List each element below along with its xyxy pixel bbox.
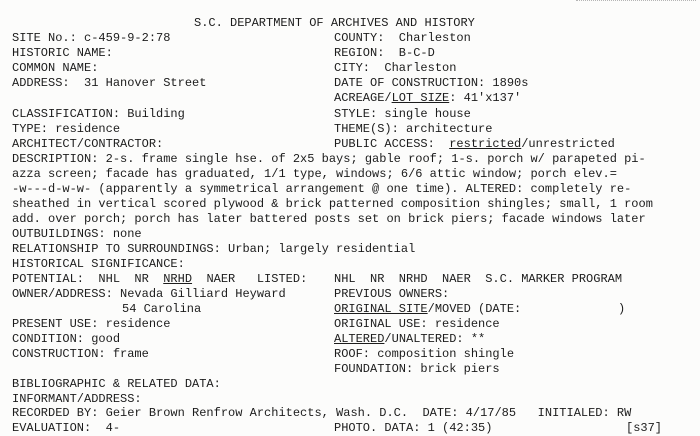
corner-mark [576,0,696,7]
evaluation: EVALUATION: 4- [12,421,121,435]
county: COUNTY: Charleston [334,31,471,45]
common-name: COMMON NAME: [12,61,99,75]
potential-listed: NAER LISTED: [192,272,308,286]
lot-size-label: LOT SIZE [391,91,450,105]
photo-reference: [s37] [626,421,663,435]
card-header: S.C. DEPARTMENT OF ARCHIVES AND HISTORY [194,16,475,30]
unaltered-label: /UNALTERED: ** [384,332,486,346]
present-use: PRESENT USE: residence [12,317,171,331]
public-access-selected: restricted [449,137,522,151]
description-line: -w---d-w-w- (apparently a symmetrical arrangement @ one time). ALTERED: completely re- [12,182,632,196]
owner-address: OWNER/ADDRESS: Nevada Gilliard Heyward [12,287,286,301]
original-site [334,302,521,317]
potential-options: POTENTIAL: NHL NR [12,272,164,286]
description-line: DESCRIPTION: 2-s. frame single hse. of 2x5 bays; gable roof; 1-s. porch w/ parapeted pi- [12,152,646,166]
previous-owners: PREVIOUS OWNERS: [334,287,450,301]
potential-nrhd: NRHD [163,272,193,286]
description-line: add. over porch; porch has later battered posts set on brick piers; facade windows later [12,212,646,226]
construction-date: DATE OF CONSTRUCTION: 1890s [334,76,529,90]
photo-data: PHOTO. DATA: 1 (42:35) [334,421,493,435]
public-access-rest: /unrestricted [521,137,615,151]
foundation: FOUNDATION: brick piers [334,362,500,376]
description-line: azza screen; facade has graduated, 1/1 type, windows; 6/6 attic window; porch elev.= [12,167,617,181]
historical-significance: HISTORICAL SIGNIFICANCE: [12,257,185,271]
informant-address: INFORMANT/ADDRESS: [12,392,142,406]
address: ADDRESS: 31 Hanover Street [12,76,207,90]
style: STYLE: single house [334,107,471,121]
public-access [334,137,615,152]
potential [12,272,307,287]
construction: CONSTRUCTION: frame [12,347,149,361]
moved-label: /MOVED (DATE: [427,302,522,316]
altered-status [334,332,485,347]
outbuildings: OUTBUILDINGS: none [12,227,142,241]
themes: THEME(S): architecture [334,122,493,136]
lot-size-value: : 41'x137' [449,91,522,105]
listed-options: NHL NR NRHD NAER S.C. MARKER PROGRAM [334,272,623,286]
architect: ARCHITECT/CONTRACTOR: [12,137,164,151]
roof: ROOF: composition shingle [334,347,515,361]
type: TYPE: residence [12,122,121,136]
site-number: SITE No.: c-459-9-2:78 [12,31,171,45]
altered-label: ALTERED [334,332,385,346]
condition: CONDITION: good [12,332,121,346]
relationship: RELATIONSHIP TO SURROUNDINGS: Urban; largely residential [12,242,416,256]
description-line: sheathed in vertical scored plywood & brick patterned composition shingles; small, 1 room [12,197,653,211]
moved-close: ) [618,302,626,316]
classification: CLASSIFICATION: Building [12,107,185,121]
city: CITY: Charleston [334,61,457,75]
original-use: ORIGINAL USE: residence [334,317,500,331]
owner-address-line-2: 54 Carolina [122,302,202,316]
original-site-label: ORIGINAL SITE [334,302,428,316]
historic-name: HISTORIC NAME: [12,46,113,60]
region: REGION: B-C-D [334,46,435,60]
acreage-lot-size [334,91,521,106]
bibliographic-data: BIBLIOGRAPHIC & RELATED DATA: [12,377,221,391]
recorded-by: RECORDED BY: Geier Brown Renfrow Architects, Wash. D.C. DATE: 4/17/85 INITIALED: RW [12,406,632,420]
acreage-label: ACREAGE/ [334,91,392,105]
public-access-label: PUBLIC ACCESS: [334,137,450,151]
